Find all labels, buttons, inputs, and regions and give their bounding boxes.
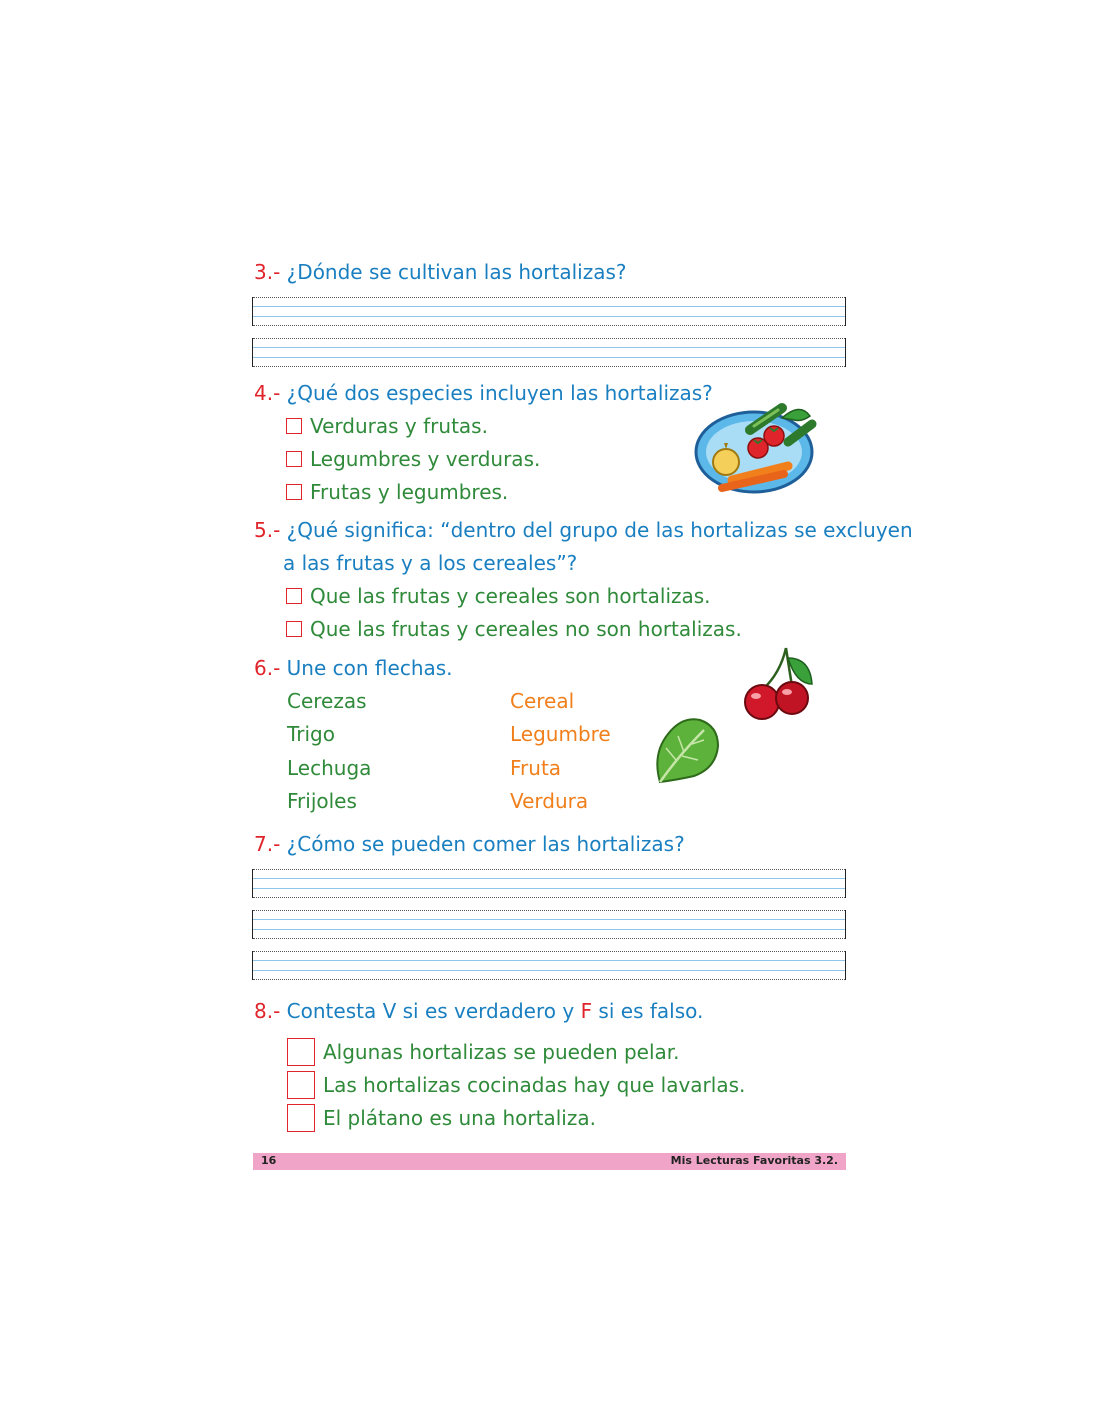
- book-title: Mis Lecturas Favoritas 3.2.: [670, 1154, 838, 1167]
- question-number: 4.-: [254, 381, 281, 405]
- question-8: [254, 999, 703, 1023]
- question-text: Une con flechas.: [286, 656, 453, 680]
- question-number: 8.-: [254, 999, 281, 1023]
- writing-line[interactable]: [252, 910, 846, 939]
- statement-label: Algunas hortalizas se pueden pelar.: [323, 1040, 680, 1064]
- question-number: 6.-: [254, 656, 281, 680]
- writing-line[interactable]: [252, 951, 846, 980]
- option-item: [286, 414, 488, 438]
- match-left-item[interactable]: Frijoles: [287, 789, 357, 813]
- false-letter: F: [580, 999, 593, 1023]
- question-number: 5.-: [254, 518, 281, 542]
- answer-box[interactable]: [287, 1071, 315, 1099]
- question-number: 3.-: [254, 260, 281, 284]
- lettuce-leaf-illustration: [652, 714, 722, 786]
- match-right-item[interactable]: Cereal: [510, 689, 575, 713]
- option-label: Que las frutas y cereales son hortalizas.: [310, 584, 711, 608]
- question-4: [254, 381, 713, 405]
- question-text-end: si es falso.: [592, 999, 704, 1023]
- checkbox[interactable]: [286, 418, 302, 434]
- checkbox[interactable]: [286, 484, 302, 500]
- checkbox[interactable]: [286, 588, 302, 604]
- true-false-item: [287, 1071, 745, 1099]
- question-text: ¿Qué dos especies incluyen las hortalizas?: [286, 381, 713, 405]
- footer-bar: [253, 1153, 846, 1170]
- checkbox[interactable]: [286, 451, 302, 467]
- option-item: [286, 480, 508, 504]
- question-text: ¿Qué significa: “dentro del grupo de las hortalizas se excluyen: [286, 518, 913, 542]
- checkbox[interactable]: [286, 621, 302, 637]
- question-text: ¿Cómo se pueden comer las hortalizas?: [286, 832, 685, 856]
- option-label: Verduras y frutas.: [310, 414, 488, 438]
- true-false-item: [287, 1038, 680, 1066]
- question-5: [254, 518, 913, 542]
- option-label: Frutas y legumbres.: [310, 480, 509, 504]
- match-left-item[interactable]: Cerezas: [287, 689, 367, 713]
- question-3: [254, 260, 627, 284]
- page-number: 16: [261, 1154, 277, 1167]
- match-right-item[interactable]: Verdura: [510, 789, 589, 813]
- question-number: 7.-: [254, 832, 281, 856]
- vegetable-platter-illustration: [690, 400, 820, 500]
- match-right-item[interactable]: Fruta: [510, 756, 562, 780]
- question-5-continuation: a las frutas y a los cereales”?: [283, 551, 578, 575]
- question-6: [254, 656, 453, 680]
- writing-line[interactable]: [252, 297, 846, 326]
- answer-box[interactable]: [287, 1104, 315, 1132]
- match-left-item[interactable]: Lechuga: [287, 756, 372, 780]
- match-left-item[interactable]: Trigo: [287, 722, 335, 746]
- writing-line[interactable]: [252, 869, 846, 898]
- question-7: [254, 832, 685, 856]
- true-false-item: [287, 1104, 596, 1132]
- question-text: ¿Dónde se cultivan las hortalizas?: [286, 260, 627, 284]
- question-text: Contesta V si es verdadero y: [286, 999, 581, 1023]
- option-item: [286, 584, 711, 608]
- option-label: Legumbres y verduras.: [310, 447, 541, 471]
- answer-box[interactable]: [287, 1038, 315, 1066]
- cherries-illustration: [740, 644, 816, 722]
- match-right-item[interactable]: Legumbre: [510, 722, 611, 746]
- option-label: Que las frutas y cereales no son hortalizas.: [310, 617, 742, 641]
- statement-label: Las hortalizas cocinadas hay que lavarlas.: [323, 1073, 746, 1097]
- option-item: [286, 447, 540, 471]
- statement-label: El plátano es una hortaliza.: [323, 1106, 596, 1130]
- option-item: [286, 617, 742, 641]
- writing-line[interactable]: [252, 338, 846, 367]
